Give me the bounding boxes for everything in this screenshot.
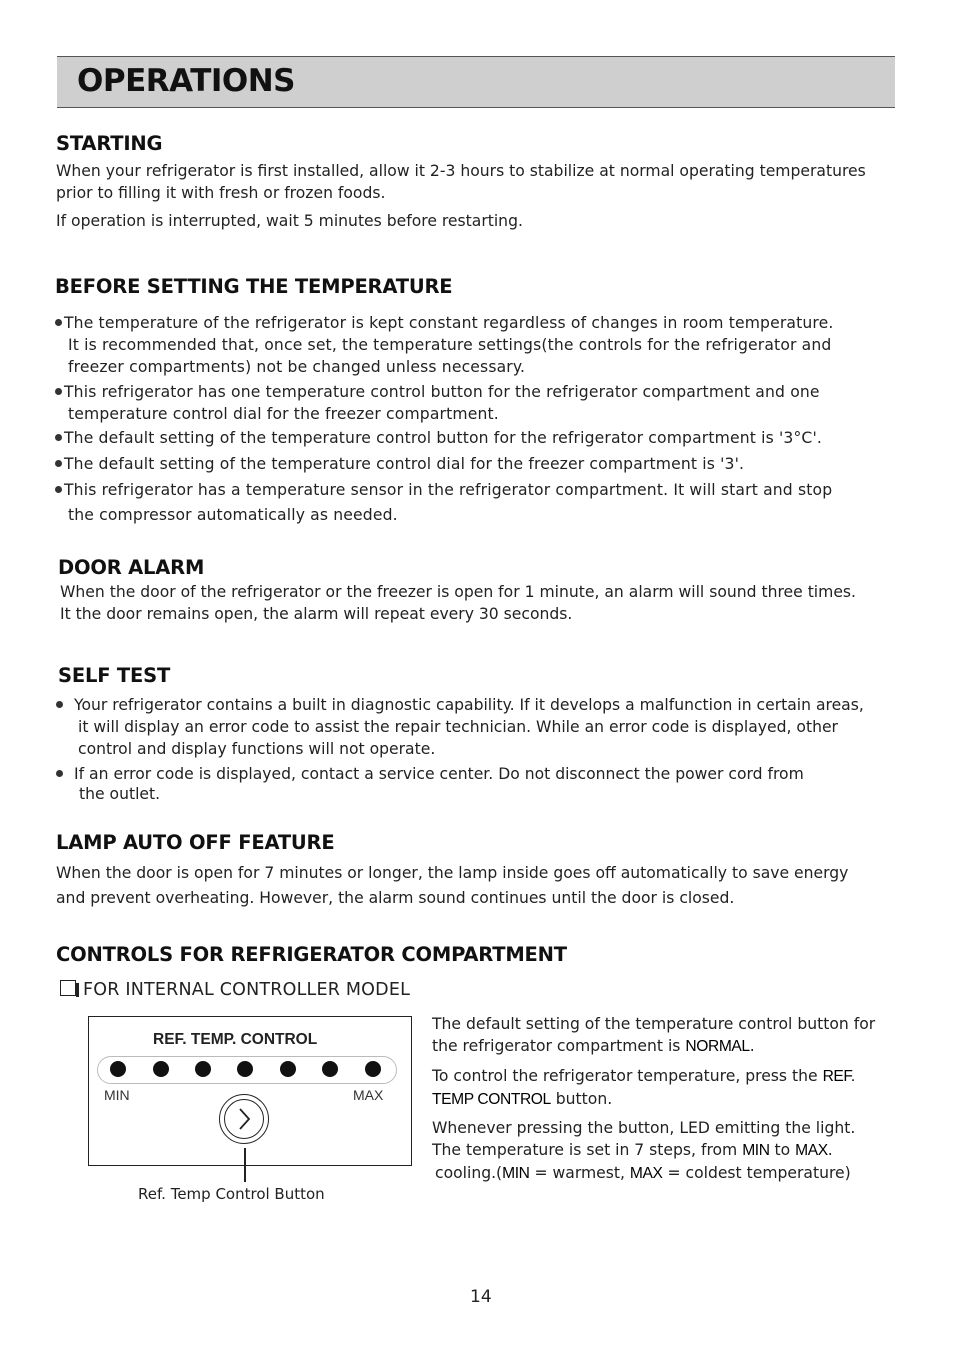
- before-setting-bullet-5: This refrigerator has a temperature sensor in the refrigerator compartment. It will start and stop the compressor automatically as needed.: [55, 478, 832, 528]
- keyword-max: MAX: [629, 1165, 663, 1182]
- controls-paragraph-1: The default setting of the temperature control button for the refrigerator compartment is NORMAL.: [432, 1015, 876, 1055]
- starting-paragraph-2: If operation is interrupted, wait 5 minutes before restarting.: [56, 212, 523, 230]
- self-test-bullet-1: Your refrigerator contains a built in diagnostic capability. If it develops a malfunction in certain areas, it will display an error code to assist the repair technician. While an error code is displayed, other control and display functions will not operate.: [56, 694, 864, 760]
- led-indicator-7: [365, 1061, 381, 1077]
- page-number: 14: [470, 1287, 492, 1307]
- starting-paragraph-1: [56, 160, 866, 204]
- ref-temp-control-panel: [88, 1016, 412, 1166]
- before-setting-bullet-1: The temperature of the refrigerator is kept constant regardless of changes in room temperature. It is recommended that, once set, the temperature settings(the controls for the refrigerator and freezer compartments) not be changed unless necessary.: [55, 312, 833, 378]
- button-ring: [224, 1099, 264, 1139]
- ref-temp-control-button[interactable]: [219, 1094, 269, 1144]
- bullet-icon: [55, 486, 62, 493]
- lamp-heading: LAMP AUTO OFF FEATURE: [56, 831, 335, 854]
- controls-heading: CONTROLS FOR REFRIGERATOR COMPARTMENT: [56, 943, 567, 966]
- starting-p1-line2: prior to filling it with fresh or frozen foods.: [56, 184, 386, 202]
- self-test-heading: SELF TEST: [58, 664, 171, 687]
- keyword-max: MAX: [795, 1142, 828, 1159]
- section-banner: [57, 56, 895, 108]
- led-indicator-6: [322, 1061, 338, 1077]
- controls-subheading: FOR INTERNAL CONTROLLER MODEL: [60, 980, 410, 1000]
- led-indicator-4: [237, 1061, 253, 1077]
- before-setting-bullet-3: The default setting of the temperature control button for the refrigerator compartment is '3°C'.: [55, 427, 822, 449]
- keyword-min: MIN: [742, 1142, 770, 1159]
- panel-title: REF. TEMP. CONTROL: [153, 1031, 318, 1048]
- keyword-temp-control: TEMP CONTROL: [432, 1091, 551, 1108]
- min-label: MIN: [104, 1087, 130, 1103]
- bullet-icon: [55, 434, 62, 441]
- max-label: MAX: [353, 1087, 384, 1103]
- bullet-icon: [56, 701, 63, 708]
- bullet-icon: [56, 770, 63, 777]
- bullet-icon: [55, 388, 62, 395]
- panel-caption: Ref. Temp Control Button: [138, 1185, 325, 1203]
- chevron-right-icon: [225, 1100, 263, 1138]
- starting-p1-line1: When your refrigerator is first installed, allow it 2-3 hours to stabilize at normal operating temperatures: [56, 162, 866, 180]
- checkbox-icon: [60, 980, 76, 996]
- before-setting-heading: BEFORE SETTING THE TEMPERATURE: [55, 275, 453, 298]
- before-setting-bullet-2: This refrigerator has one temperature control button for the refrigerator compartment and one temperature control dial for the freezer compartment.: [55, 381, 820, 425]
- before-setting-bullet-4: The default setting of the temperature control dial for the freezer compartment is '3'.: [55, 453, 744, 475]
- led-indicator-2: [153, 1061, 169, 1077]
- page-title: OPERATIONS: [77, 63, 296, 99]
- caption-leader-line: [244, 1148, 246, 1182]
- self-test-bullet-2: If an error code is displayed, contact a service center. Do not disconnect the power cord from the outlet.: [56, 764, 804, 804]
- lamp-paragraph: When the door is open for 7 minutes or longer, the lamp inside goes off automatically to save energy and prevent overheating. However, the alarm sound continues until the door is closed.: [56, 864, 849, 907]
- bullet-icon: [55, 460, 62, 467]
- keyword-min: MIN: [502, 1165, 530, 1182]
- controls-paragraph-3: Whenever pressing the button, LED emitting the light. The temperature is set in 7 steps, from MIN to MAX. cooling.(MIN = warmest, MAX = coldest temperature): [432, 1119, 856, 1182]
- door-alarm-paragraph: When the door of the refrigerator or the freezer is open for 1 minute, an alarm will sound three times. It the door remains open, the alarm will repeat every 30 seconds.: [60, 583, 857, 623]
- starting-heading: STARTING: [56, 132, 163, 155]
- door-alarm-heading: DOOR ALARM: [58, 556, 205, 579]
- controls-paragraph-2: To control the refrigerator temperature, press the REF. TEMP CONTROL button.: [432, 1067, 855, 1108]
- led-indicator-1: [110, 1061, 126, 1077]
- led-indicator-3: [195, 1061, 211, 1077]
- keyword-normal: NORMAL: [685, 1038, 750, 1055]
- bullet-icon: [55, 319, 62, 326]
- keyword-ref: REF.: [822, 1068, 855, 1085]
- led-indicator-5: [280, 1061, 296, 1077]
